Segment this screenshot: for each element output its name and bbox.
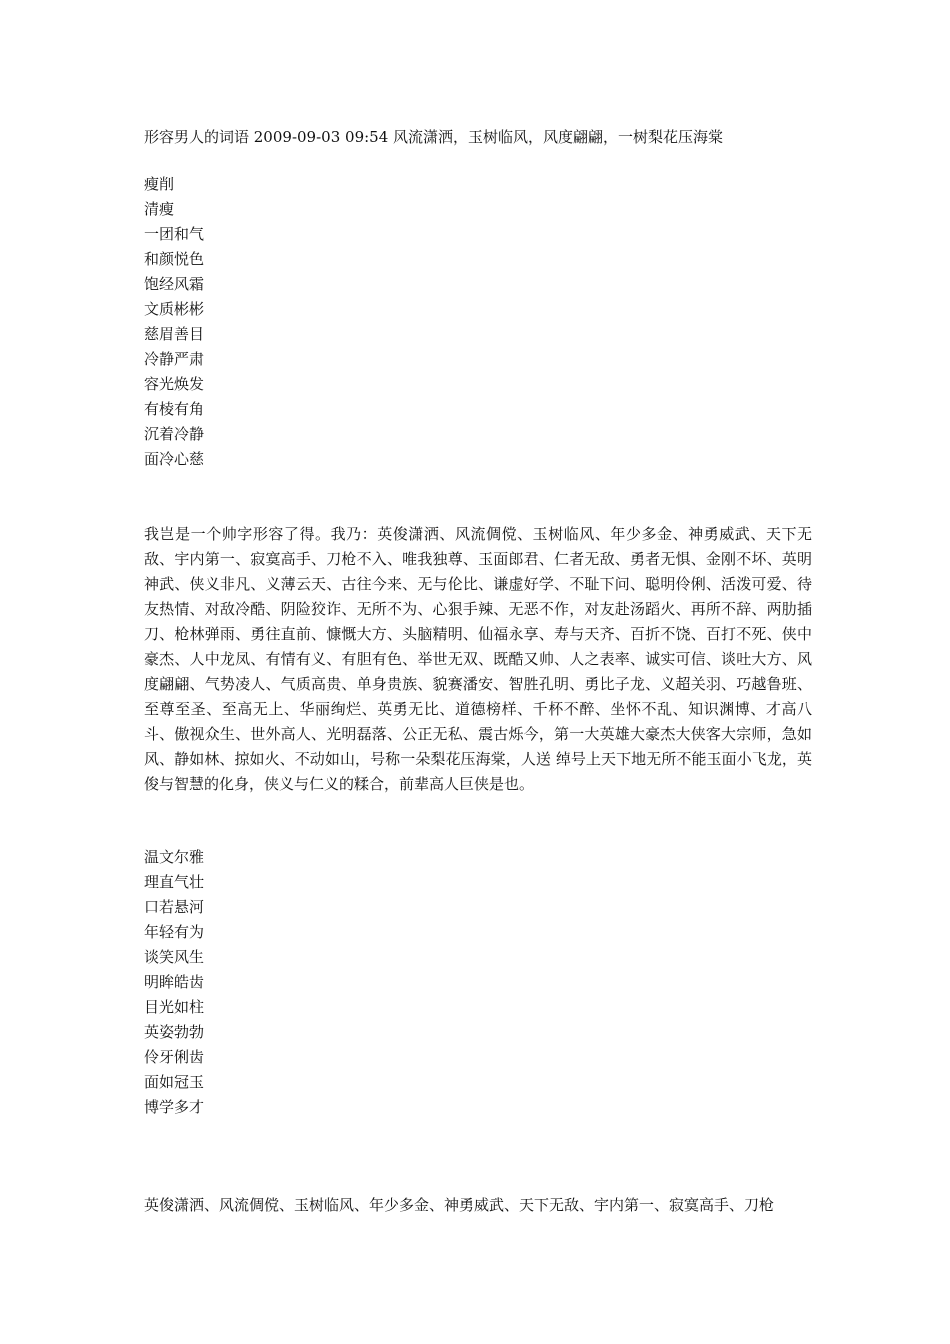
list-item: 目光如柱 bbox=[144, 998, 205, 1016]
list-item: 慈眉善目 bbox=[144, 325, 205, 343]
list-item: 伶牙俐齿 bbox=[144, 1048, 205, 1066]
list-item: 英姿勃勃 bbox=[144, 1023, 205, 1041]
list-item: 饱经风霜 bbox=[144, 275, 205, 293]
header-line: 形容男人的词语 2009-09-03 09:54 风流潇洒，玉树临风，风度翩翩，一树梨花压海棠 bbox=[144, 128, 724, 146]
word-list-two bbox=[144, 845, 204, 1120]
list-item: 口若悬河 bbox=[144, 898, 205, 916]
paragraph-one: 我岂是一个帅字形容了得。我乃：英俊潇洒、风流倜傥、玉树临风、年少多金、神勇威武、天下无敌、宇内第一、寂寞高手、刀枪不入、唯我独尊、玉面郎君、仁者无敌、勇者无惧、金刚不坏、英明神武、侠义非凡、义薄云天、古往今来、无与伦比、谦虚好学、不耻下问、聪明伶俐、活泼可爱、待友热情、对敌冷酷、阴险狡诈、无所不为、心狠手辣、无恶不作，对友赴汤蹈火、再所不辞、两肋插刀、枪林弹雨、勇往直前、慷慨大方、头脑精明、仙福永享、寿与天齐、百折不饶、百打不死、侠中豪杰、人中龙凤、有情有义、有胆有色、举世无双、既酷又帅、人之表率、诚实可信、谈吐大方、风度翩翩、气势凌人、气质高贵、单身贵族、貌赛潘安、智胜孔明、勇比子龙、义超关羽、巧越鲁班、至尊至圣、至高无上、华丽绚烂、英勇无比、道德榜样、千杯不醉、坐怀不乱、知识渊博、才高八斗、傲视众生、世外高人、光明磊落、公正无私、震古烁今，第一大英雄大豪杰大侠客大宗师，急如风、静如林、掠如火、不动如山，号称一朵梨花压海棠，人送 绰号上天下地无所不能玉面小飞龙，英俊与智慧的化身，侠义与仁义的糅合，前辈高人巨侠是也。 bbox=[144, 525, 812, 793]
list-item: 面冷心慈 bbox=[144, 450, 205, 468]
list-item: 博学多才 bbox=[144, 1098, 205, 1116]
list-item: 面如冠玉 bbox=[144, 1073, 205, 1091]
list-item: 冷静严肃 bbox=[144, 350, 205, 368]
list-item: 文质彬彬 bbox=[144, 300, 205, 318]
list-item: 谈笑风生 bbox=[144, 948, 205, 966]
paragraph-two: 英俊潇洒、风流倜傥、玉树临风、年少多金、神勇威武、天下无敌、宇内第一、寂寞高手、刀枪 bbox=[144, 1196, 775, 1214]
list-item: 瘦削 bbox=[144, 175, 175, 193]
list-item: 清瘦 bbox=[144, 200, 175, 218]
list-item: 沉着冷静 bbox=[144, 425, 205, 443]
list-item: 年轻有为 bbox=[144, 923, 205, 941]
list-item: 一团和气 bbox=[144, 225, 205, 243]
list-item: 有棱有角 bbox=[144, 400, 205, 418]
word-list-one bbox=[144, 172, 204, 472]
list-item: 容光焕发 bbox=[144, 375, 205, 393]
list-item: 温文尔雅 bbox=[144, 848, 205, 866]
list-item: 理直气壮 bbox=[144, 873, 205, 891]
list-item: 和颜悦色 bbox=[144, 250, 205, 268]
list-item: 明眸皓齿 bbox=[144, 973, 205, 991]
